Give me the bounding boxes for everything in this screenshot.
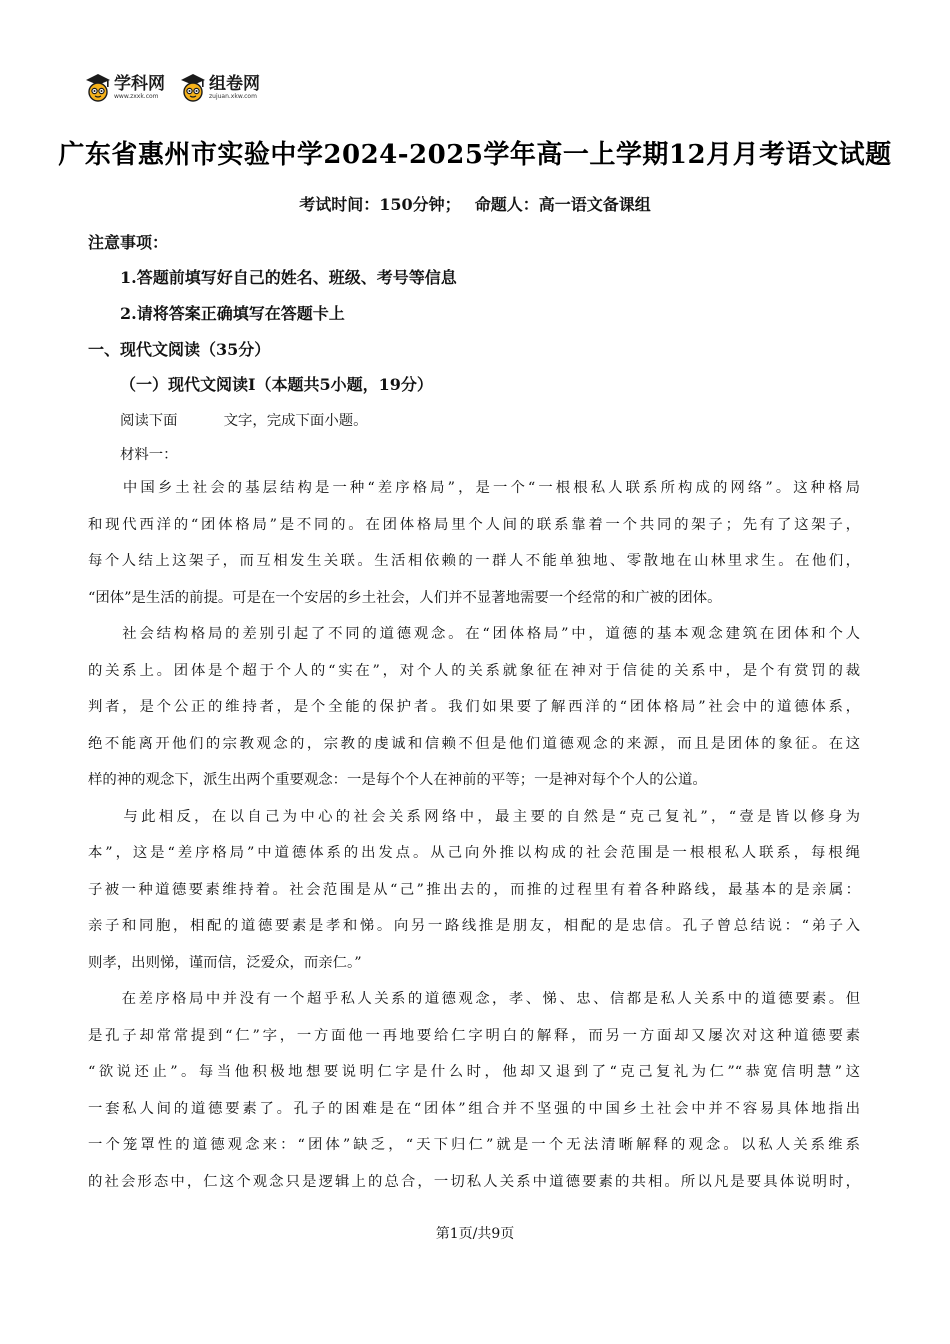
logo-url: zujuan.xkw.com (209, 92, 257, 100)
notice-item: 2.请将答案正确填写在答题卡上 (120, 304, 345, 323)
logo-xueke[interactable] (84, 72, 165, 102)
instruction-part-b: 文字，完成下面小题。 (223, 413, 368, 429)
exam-time: 考试时间：150分钟； (299, 195, 461, 214)
instruction (120, 409, 368, 433)
logo-zujuan[interactable] (179, 72, 260, 102)
page-title: 广东省惠州市实验中学2024-2025学年高一上学期12月月考语文试题 (58, 140, 892, 170)
mascot-cap-icon (179, 72, 207, 102)
passage-line: 绝不能离开他们的宗教观念的，宗教的虔诚和信赖不但是他们道德观念的来源，而且是团体的象征。在这 (88, 735, 860, 752)
passage-line: 则孝，出则悌，谨而信，泛爱众，而亲仁。” (88, 954, 362, 971)
passage-line: 判者，是个公正的维持者，是个全能的保护者。我们如果要了解西洋的“团体格局”社会中的道德体系， (88, 699, 860, 715)
passage-line: 样的神的观念下，派生出两个重要观念：一是每个个人在神前的平等；一是神对每个个人的公道。 (88, 772, 707, 788)
logo-bar (84, 70, 274, 104)
section-subheading: （一）现代文阅读Ⅰ（本题共5小题，19分） (120, 375, 433, 394)
passage-line: 社会结构格局的差别引起了不同的道德观念。在“团体格局”中，道德的基本观念建筑在团体和个人 (88, 626, 860, 642)
passage-line: “欲说还止”。每当他积极地想要说明仁字是什么时，他却又退到了“克己复礼为仁”“恭宽信明慧”这 (88, 1064, 860, 1080)
exam-author: 命题人：高一语文备课组 (474, 195, 651, 214)
mascot-cap-icon (84, 72, 112, 102)
passage-line: 本”，这是“差序格局”中道德体系的出发点。从己向外推以构成的社会范围是一根根私人联系，每根绳 (88, 845, 860, 861)
passage-line: 与此相反，在以自己为中心的社会关系网络中，最主要的自然是“克己复礼”，“壹是皆以修身为 (88, 808, 860, 825)
passage-line: 的关系上。团体是个超于个人的“实在”，对个人的关系就象征在神对于信徒的关系中，是个有赏罚的裁 (88, 662, 860, 679)
passage-line: 中国乡土社会的基层结构是一种“差序格局”，是一个“一根根私人联系所构成的网络”。这种格局 (88, 480, 860, 496)
passage-line: 的社会形态中，仁这个观念只是逻辑上的总合，一切私人关系中道德要素的共相。所以凡是要具体说明时， (88, 1173, 860, 1190)
instruction-part-a: 阅读下面 (120, 413, 178, 429)
passage-line: 子被一种道德要素维持着。社会范围是从“己”推出去的，而推的过程里有着各种路线，最基本的是亲属： (88, 881, 860, 898)
passage-line: 每个人结上这架子，而互相发生关联。生活相依赖的一群人不能单独地、零散地在山林里求生。在他们， (88, 553, 860, 569)
logo-url: www.zxxk.com (114, 92, 159, 100)
passage-line: 一套私人间的道德要素了。孔子的困难是在“团体”组合并不坚强的中国乡土社会中并不容易具体地指出 (88, 1100, 860, 1117)
page-footer: 第1页/共9页 (435, 1226, 515, 1242)
material-label: 材料一： (120, 447, 178, 463)
logo-name: 学科网 (114, 73, 165, 94)
notice-heading: 注意事项： (88, 233, 169, 252)
exam-info (0, 193, 950, 217)
passage-line: 是孔子却常常提到“仁”字，一方面他一再地要给仁字明白的解释，而另一方面却又屡次对这种道德要素 (88, 1027, 860, 1044)
passage-line: “团体”是生活的前提。可是在一个安居的乡土社会，人们并不显著地需要一个经常的和广被的团体。 (88, 589, 722, 606)
passage-line: 亲子和同胞，相配的道德要素是孝和悌。向另一路线推是朋友，相配的是忠信。孔子曾总结说：“弟子入 (88, 918, 860, 934)
passage-line: 一个笼罩性的道德观念来：“团体”缺乏，“天下归仁”就是一个无法清晰解释的观念。以私人关系维系 (88, 1137, 860, 1153)
notice-item: 1.答题前填写好自己的姓名、班级、考号等信息 (120, 268, 457, 287)
passage-line: 在差序格局中并没有一个超乎私人关系的道德观念，孝、悌、忠、信都是私人关系中的道德要素。但 (88, 991, 860, 1007)
section-heading: 一、现代文阅读（35分） (88, 340, 271, 359)
passage-line: 和现代西洋的“团体格局”是不同的。在团体格局里个人间的联系靠着一个共同的架子；先有了这架子， (88, 516, 860, 533)
logo-name: 组卷网 (209, 73, 260, 94)
